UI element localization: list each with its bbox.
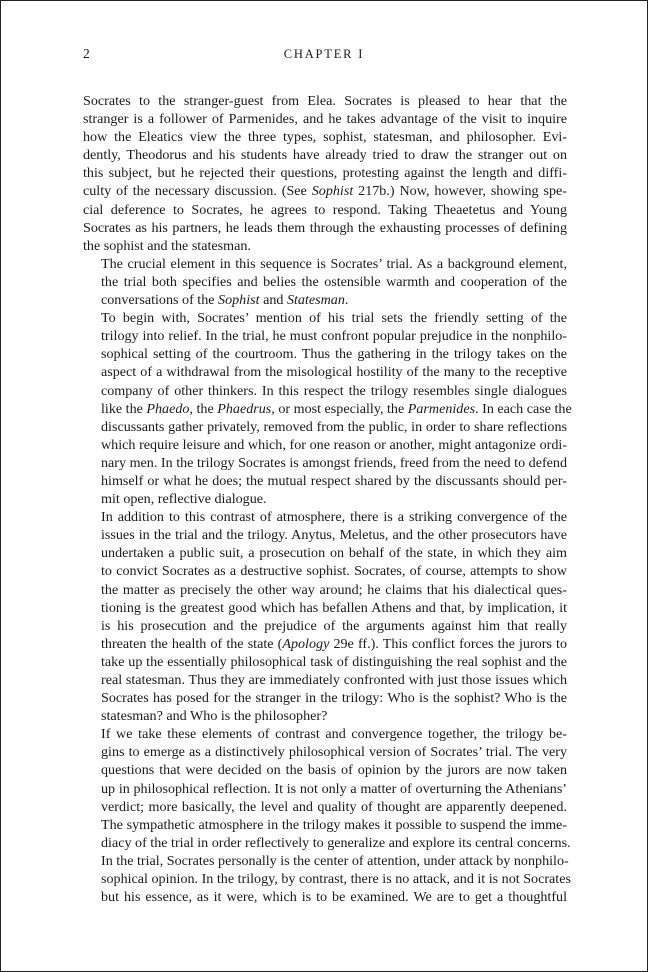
text-run: 29e ff.). This conflict forces the jurors to [329, 635, 567, 652]
text-run: company of other thinkers. In this respect the trilogy resembles single dialogues [101, 382, 567, 399]
text-run: The crucial element in this sequence is Socrates’ trial. As a background element, [101, 255, 567, 272]
text-run: the trial both specifies and belies the ostensible warmth and cooperation of the [101, 273, 567, 290]
text-line [83, 309, 567, 327]
text-line [83, 798, 567, 816]
text-run: himself or what he does; the mutual respect shared by the discussants should per- [101, 472, 567, 489]
text-line [83, 761, 567, 779]
text-line [83, 92, 567, 110]
paragraph-3 [83, 309, 572, 508]
text-run: sophical setting of the courtroom. Thus the gathering in the trilogy takes on the [101, 346, 567, 363]
text-run: which require leisure and which, for one reason or another, might antagonize ordi- [101, 436, 567, 453]
text-line [83, 834, 571, 852]
text-run: Socrates as his partners, he leads them through the exhausting processes of defining [83, 219, 567, 236]
text-line [83, 490, 567, 508]
text-run: to convict Socrates as a destructive sophist. Socrates, of course, attempts to show [101, 563, 567, 580]
text-line [83, 164, 567, 182]
text-line [83, 363, 567, 381]
text-run: sophical opinion. In the trilogy, by contrast, there is no attack, and it is not Socrates [101, 871, 571, 888]
text-run: this subject, but he rejected their questions, protesting against the length and diffi- [83, 165, 567, 182]
text-line [83, 454, 567, 472]
text-run: nary men. In the trilogy Socrates is amongst friends, freed from the need to defend [101, 454, 567, 471]
text-run: discussants gather privately, removed from the public, in order to share reflections [101, 418, 567, 435]
text-run: cial deference to Socrates, he agrees to respond. Taking Theaetetus and Young [83, 201, 567, 218]
text-run: statesman? and Who is the philosopher? [101, 708, 328, 725]
text-run: . [344, 292, 349, 309]
text-line [83, 635, 567, 653]
body-text [83, 92, 572, 906]
italic-title: Phaedrus [217, 400, 272, 417]
italic-title: Statesman [286, 292, 345, 309]
text-run: like the [101, 400, 147, 417]
text-run: aspect of a withdrawal from the misological hostility of the many to the receptive [101, 364, 567, 381]
text-line [83, 128, 567, 146]
text-run: real statesman. Thus they are immediately confronted with just those issues which [101, 672, 567, 688]
text-run: In addition to this contrast of atmosphere, there is a striking convergence of the [101, 509, 567, 526]
text-run: the sophist and the statesman. [83, 237, 251, 254]
text-line [83, 526, 567, 544]
text-run: trilogy into relief. In the trial, he must confront popular prejudice in the nonphilo- [101, 328, 567, 345]
text-run: , the [189, 400, 218, 417]
text-line [83, 345, 567, 363]
text-run: gins to emerge as a distinctively philosophical version of Socrates’ trial. The very [101, 744, 567, 761]
italic-title: Apology [282, 635, 330, 652]
text-run: undertaken a public suit, a prosecution on behalf of the state, in which they aim [101, 545, 567, 562]
italic-title: Phaedo [146, 400, 190, 417]
text-line [83, 581, 567, 599]
text-line [83, 400, 572, 418]
text-run: In the trial, Socrates personally is the center of attention, under attack by nonphilo- [101, 852, 569, 869]
text-line [83, 617, 567, 635]
paragraph-5 [83, 725, 571, 906]
paragraph-1 [83, 92, 567, 255]
text-run: , or most especially, the [271, 400, 408, 417]
text-line [83, 327, 567, 345]
text-line [83, 291, 567, 309]
text-line [83, 110, 567, 128]
text-run: culty of the necessary discussion. (See [83, 183, 312, 200]
text-line [83, 255, 567, 273]
text-line [83, 780, 567, 798]
text-run: stranger is a follower of Parmenides, and he takes advantage of the visit to inquire [83, 111, 567, 128]
text-run: questions that were decided on the basis of opinion by the jurors are now taken [101, 762, 567, 779]
text-line [83, 689, 567, 707]
text-run: issues in the trial and the trilogy. Anytus, Meletus, and the other prosecutors have [101, 527, 567, 544]
text-run: The sympathetic atmosphere in the trilogy makes it possible to suspend the imme- [101, 816, 567, 833]
text-line [83, 436, 567, 454]
text-run: dently, Theodorus and his students have already tried to draw the stranger out on [83, 147, 567, 164]
text-line [83, 418, 567, 436]
text-line [83, 472, 567, 490]
text-run: how the Eleatics view the three types, sophist, statesman, and philosopher. Evi- [83, 129, 567, 146]
text-run: verdict; more basically, the level and quality of thought are apparently deepened. [101, 798, 567, 815]
text-run: diacy of the trial in order reflectively to generalize and explore its central concerns. [101, 834, 571, 851]
text-run: tioning is the greatest good which has befallen Athens and that, by implication, it [101, 599, 567, 616]
text-run: If we take these elements of contrast and convergence together, the trilogy be- [101, 726, 567, 743]
text-line [83, 182, 567, 200]
text-run: mit open, reflective dialogue. [101, 491, 267, 508]
text-run: and [259, 292, 287, 309]
text-line [83, 870, 571, 888]
text-line [83, 146, 567, 164]
text-run: conversations of the [101, 292, 219, 309]
text-line [83, 653, 567, 671]
text-line [83, 852, 567, 870]
text-line [83, 544, 567, 562]
text-line [83, 599, 567, 617]
text-line [83, 273, 567, 291]
text-line [83, 382, 567, 400]
text-run: threaten the health of the state ( [101, 635, 283, 652]
text-run: up in philosophical reflection. It is not only a matter of overturning the Athenians’ [101, 780, 567, 797]
text-line [83, 725, 567, 743]
italic-title: Sophist [218, 292, 260, 309]
text-run: but his essence, as it were, which is to be examined. We are to get a thoughtful [101, 889, 567, 906]
text-run: Socrates to the stranger-guest from Elea. Socrates is pleased to hear that the [83, 93, 567, 109]
text-run: To begin with, Socrates’ mention of his trial sets the friendly setting of the [101, 310, 567, 327]
chapter-title: CHAPTER I [283, 47, 365, 61]
text-run: take up the essentially philosophical task of distinguishing the real sophist and the [101, 653, 567, 670]
italic-title: Sophist [311, 183, 354, 200]
text-line [83, 707, 567, 725]
text-run: Socrates has posed for the stranger in the trilogy: Who is the sophist? Who is the [101, 690, 567, 707]
paragraph-4 [83, 508, 567, 725]
paragraph-2 [83, 255, 567, 309]
text-line [83, 888, 567, 906]
text-run: is his prosecution and the prejudice of the arguments against him that really [101, 617, 567, 634]
text-line [83, 508, 567, 526]
running-head [83, 46, 565, 66]
text-line [83, 671, 567, 689]
text-line [83, 562, 567, 580]
page-number: 2 [83, 46, 90, 61]
text-line [83, 237, 567, 255]
text-run: . In each case the [475, 400, 572, 417]
text-line [83, 743, 567, 761]
text-run: 217b.) Now, however, showing spe- [353, 183, 567, 200]
text-line [83, 201, 567, 219]
text-line [83, 219, 567, 237]
text-line [83, 816, 567, 834]
text-run: the matter as precisely the other way around; he claims that his dialectical ques- [101, 581, 567, 598]
italic-title: Parmenides [407, 400, 476, 417]
